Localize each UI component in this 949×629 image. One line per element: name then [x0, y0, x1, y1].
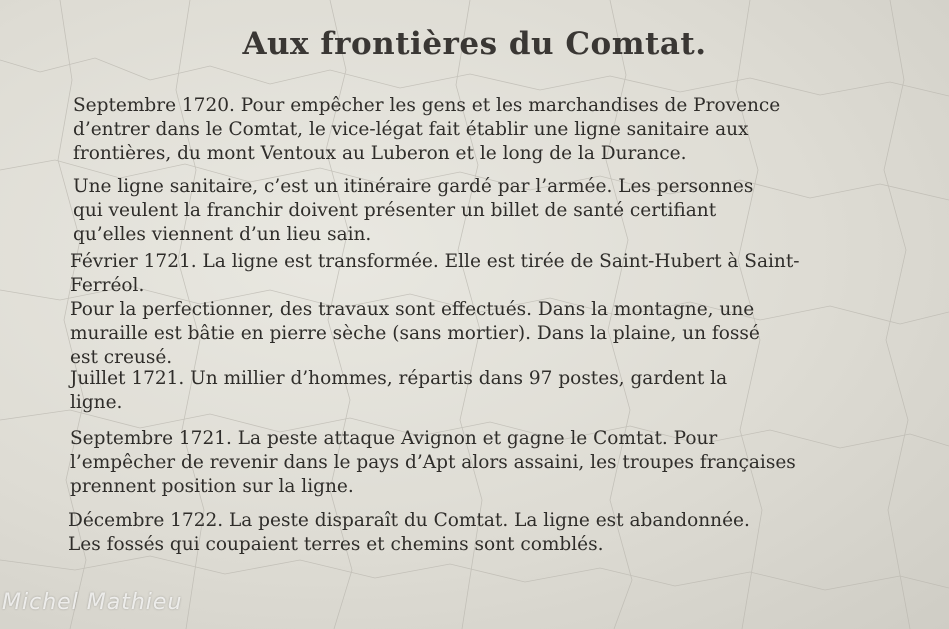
- text-line: Juillet 1721. Un millier d’hommes, répartis dans 97 postes, gardent la: [70, 368, 728, 389]
- text-line: qu’elles viennent d’un lieu sain.: [73, 224, 372, 245]
- text-line: Pour la perfectionner, des travaux sont effectués. Dans la montagne, une: [70, 299, 755, 320]
- text-line: frontières, du mont Ventoux au Luberon et le long de la Durance.: [73, 143, 687, 164]
- text-line: prennent position sur la ligne.: [70, 476, 354, 497]
- text-line: Décembre 1722. La peste disparaît du Comtat. La ligne est abandonnée.: [68, 510, 750, 531]
- text-line: muraille est bâtie en pierre sèche (sans mortier). Dans la plaine, un fossé: [70, 323, 760, 344]
- text-line: ligne.: [70, 392, 123, 413]
- text-line: d’entrer dans le Comtat, le vice-légat fait établir une ligne sanitaire aux: [73, 119, 749, 140]
- text-line: est creusé.: [70, 347, 173, 368]
- paragraph-decembre-1722: [68, 509, 750, 557]
- text-line: l’empêcher de revenir dans le pays d’Apt alors assaini, les troupes françaises: [70, 452, 796, 473]
- text-line: qui veulent la franchir doivent présenter un billet de santé certifiant: [73, 200, 717, 221]
- paragraph-juillet-1721: [70, 367, 727, 415]
- paragraph-september-1720: [73, 94, 780, 166]
- text-line: Septembre 1721. La peste attaque Avignon et gagne le Comtat. Pour: [70, 428, 718, 449]
- text-line: Septembre 1720. Pour empêcher les gens et les marchandises de Provence: [73, 95, 781, 116]
- text-line: Les fossés qui coupaient terres et chemins sont comblés.: [68, 534, 604, 555]
- text-line: Février 1721. La ligne est transformée. Elle est tirée de Saint-Hubert à Saint-: [70, 251, 800, 272]
- paragraph-ligne-sanitaire: [73, 175, 753, 247]
- text-line: Ferréol.: [70, 275, 145, 296]
- text-line: Une ligne sanitaire, c’est un itinéraire gardé par l’armée. Les personnes: [73, 176, 754, 197]
- paragraph-fevrier-1721: [70, 250, 800, 370]
- photographer-watermark: Michel Mathieu: [2, 590, 183, 615]
- paragraph-septembre-1721: [70, 427, 796, 499]
- panel-title: Aux frontières du Comtat.: [242, 26, 707, 62]
